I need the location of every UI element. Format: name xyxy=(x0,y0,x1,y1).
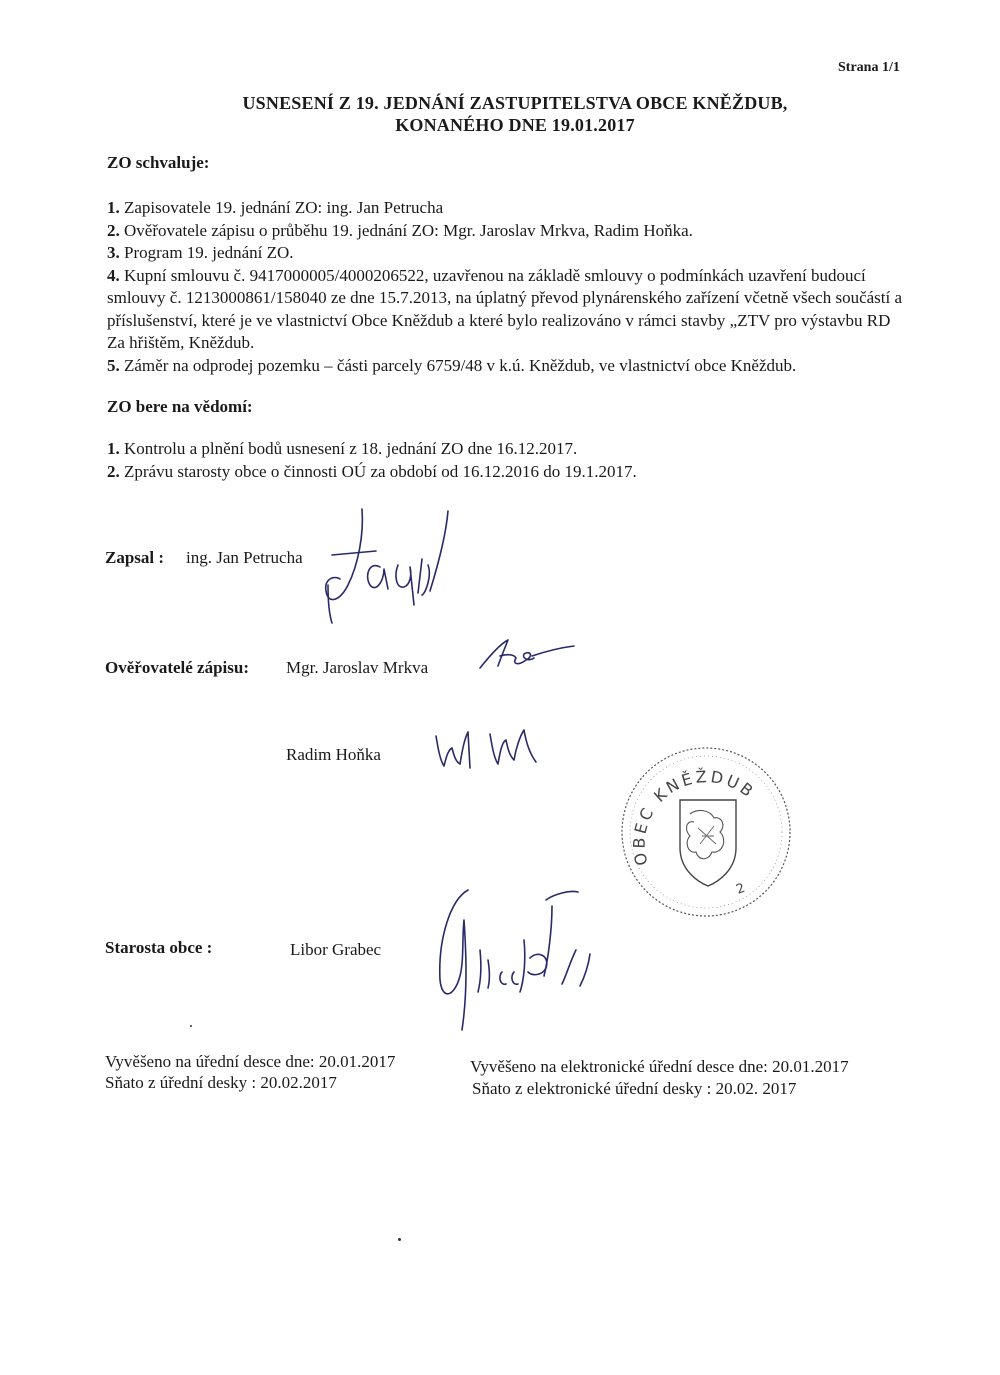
stamp-number: 2 xyxy=(734,880,748,898)
approves-list xyxy=(107,197,907,377)
document-title-line-2: KONANÉHO DNE 19.01.2017 xyxy=(395,115,635,135)
posted-official-board: Vyvěšeno na úřední desce dne: 20.01.2017 xyxy=(105,1052,396,1071)
page-number: Strana 1/1 xyxy=(838,60,900,75)
document-title-line-1: USNESENÍ Z 19. JEDNÁNÍ ZASTUPITELSTVA OBCE KNĚŽDUB, xyxy=(242,93,788,113)
removed-official-board: Sňato z úřední desky : 20.02.2017 xyxy=(105,1073,337,1092)
acknowledges-heading: ZO bere na vědomí: xyxy=(107,397,253,416)
verifier-2-name: Radim Hoňka xyxy=(286,745,381,764)
mayor-signature xyxy=(420,880,610,1040)
recorder-name: ing. Jan Petrucha xyxy=(186,548,303,567)
municipal-stamp xyxy=(618,744,794,920)
acknowledges-list xyxy=(107,438,907,483)
verifier-2-signature xyxy=(430,722,550,782)
verifier-1-signature xyxy=(478,632,578,677)
verifiers-label: Ověřovatelé zápisu: xyxy=(105,658,249,677)
removed-electronic-board: Sňato z elektronické úřední desky : 20.02. 2017 xyxy=(472,1079,797,1098)
mayor-name: Libor Grabec xyxy=(290,940,382,959)
list-item: 5. Záměr na odprodej pozemku – části parcely 6759/48 v k.ú. Kněždub, ve vlastnictví obce Kněždub. xyxy=(107,355,797,375)
scan-speck xyxy=(398,1238,401,1241)
recorder-label: Zapsal : xyxy=(105,548,165,567)
list-item: 4. Kupní smlouvu č. 9417000005/4000206522, uzavřenou na základě smlouvy o podmínkách uzavření budoucí smlouvy č. 1213000861/158040 ze dne 15.7.2013, na úplatný převod plynárenského zařízení včetně všech součástí a příslušenství, které je ve vlastnictví Obce Kněždub a které bylo realizováno v rámci stavby „ZTV pro výstavbu RD Za hřištěm, Kněždub. xyxy=(107,265,903,352)
posted-electronic-board: Vyvěšeno na elektronické úřední desce dne: 20.01.2017 xyxy=(470,1057,849,1076)
list-item: 1. Kontrolu a plnění bodů usnesení z 18. jednání ZO dne 16.12.2017. xyxy=(107,439,578,458)
stamp-text: OBEC KNĚŽDUB xyxy=(629,766,759,868)
list-item: 3. Program 19. jednání ZO. xyxy=(107,243,294,262)
list-item: 2. Zprávu starosty obce o činnosti OÚ za období od 16.12.2016 do 19.1.2017. xyxy=(107,461,637,481)
recorder-signature xyxy=(318,505,468,630)
list-item: 2. Ověřovatele zápisu o průběhu 19. jednání ZO: Mgr. Jaroslav Mrkva, Radim Hoňka. xyxy=(107,220,693,240)
approves-heading: ZO schvaluje: xyxy=(107,153,210,172)
scan-speck xyxy=(190,1025,192,1027)
mayor-label: Starosta obce : xyxy=(105,938,213,957)
verifier-1-name: Mgr. Jaroslav Mrkva xyxy=(286,658,429,677)
list-item: 1. Zapisovatele 19. jednání ZO: ing. Jan Petrucha xyxy=(107,198,444,217)
